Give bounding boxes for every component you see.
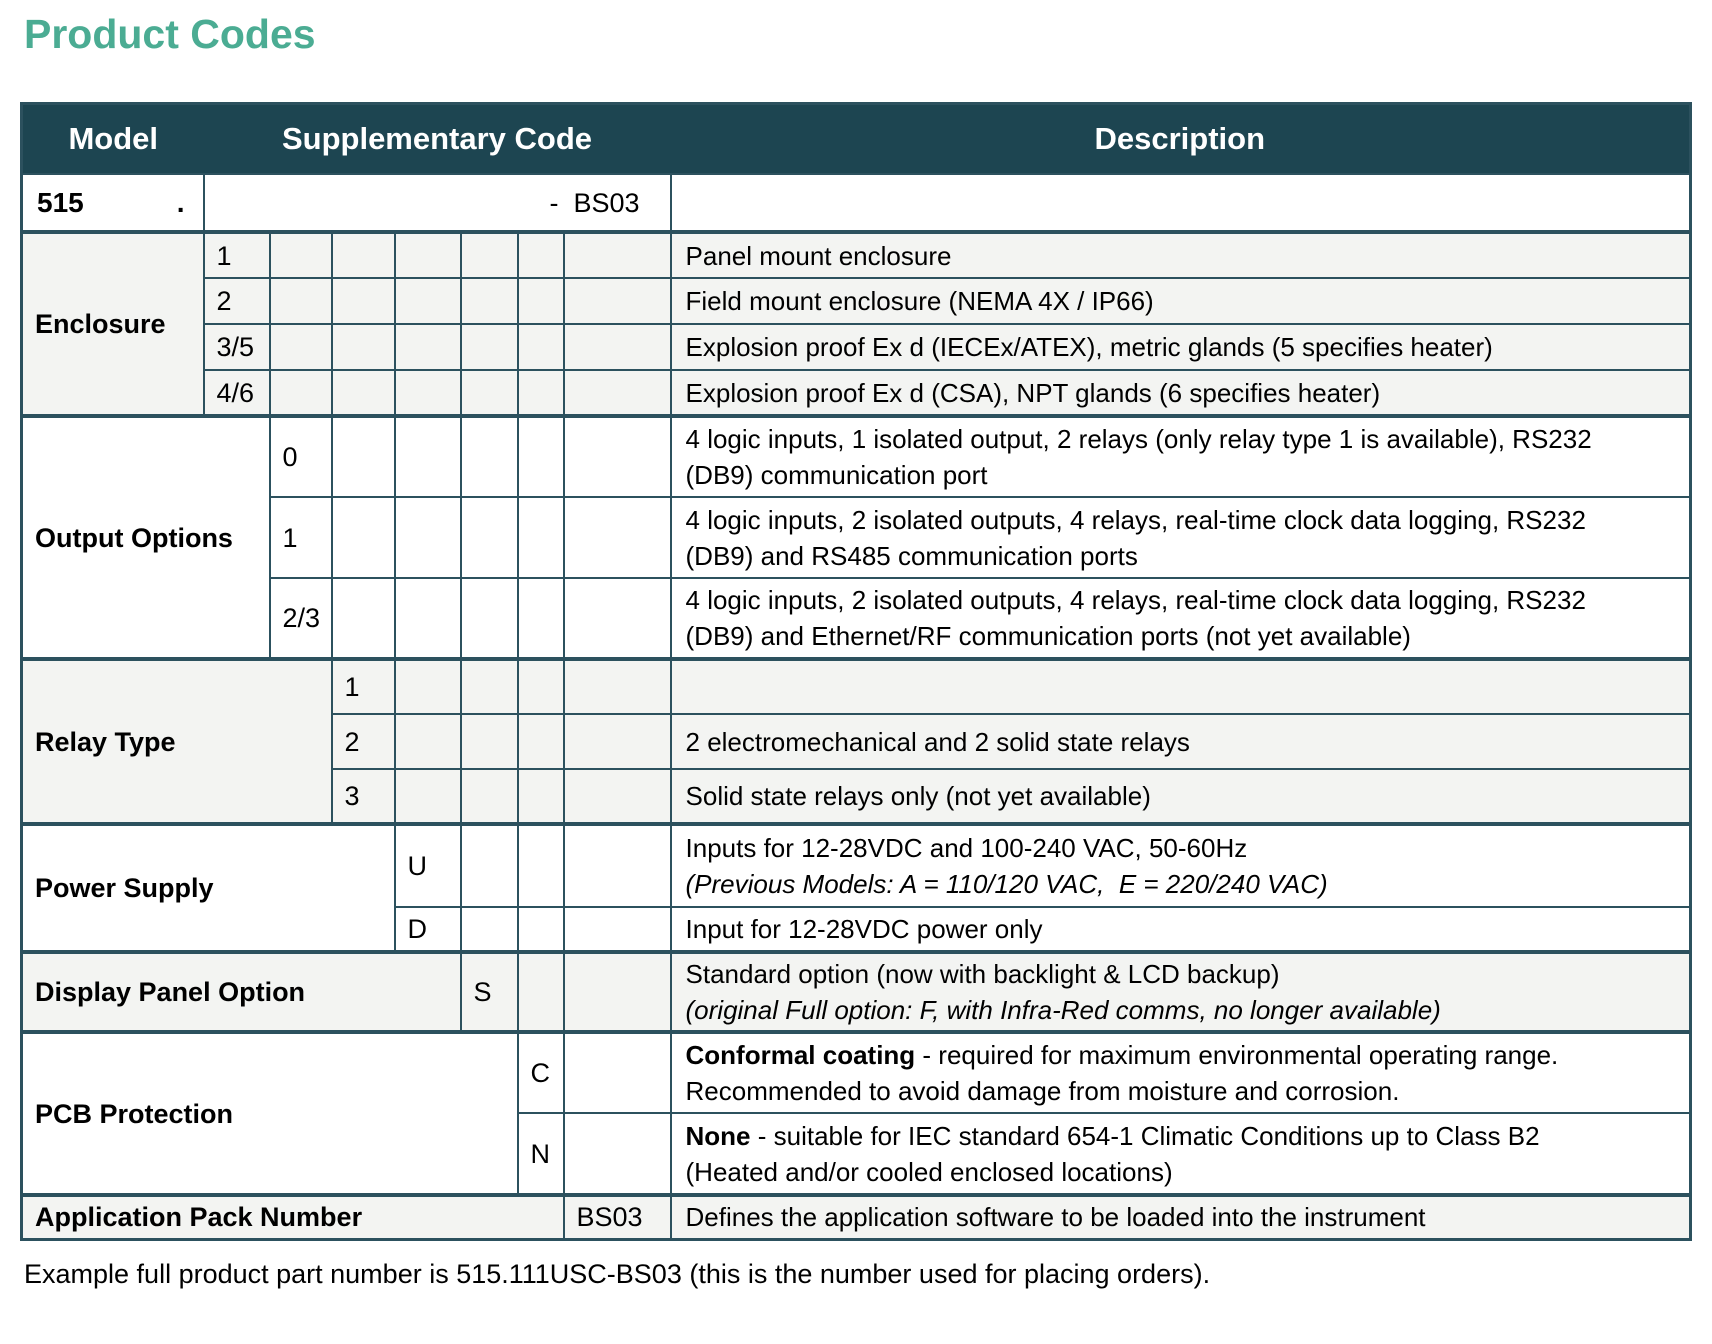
description-cell: Explosion proof Ex d (CSA), NPT glands (6 specifies heater) xyxy=(671,370,1691,416)
description-cell: 4 logic inputs, 2 isolated outputs, 4 relays, real-time clock data logging, RS232 (DB9) and Ethernet/RF communication ports (not yet available) xyxy=(671,578,1691,659)
model-number-row xyxy=(22,174,1691,232)
empty-code-cell xyxy=(395,659,461,714)
empty-code-cell xyxy=(270,232,332,278)
description-cell xyxy=(671,659,1691,714)
empty-code-cell xyxy=(518,659,564,714)
model-column-header: Model xyxy=(22,104,204,175)
description-cell: Defines the application software to be loaded into the instrument xyxy=(671,1195,1691,1239)
display-panel-option-row xyxy=(22,952,1691,1032)
model-separator-dot: . xyxy=(176,186,185,218)
model-description-cell xyxy=(671,174,1691,232)
empty-code-cell xyxy=(461,578,518,659)
code-cell: 1 xyxy=(270,497,332,578)
empty-code-cell xyxy=(518,952,564,1032)
empty-code-cell xyxy=(564,578,671,659)
empty-code-cell xyxy=(518,907,564,952)
empty-code-cell xyxy=(332,578,395,659)
code-cell: 2 xyxy=(204,278,270,324)
empty-code-cell xyxy=(564,952,671,1032)
section-label-cell: PCB Protection xyxy=(22,1032,518,1195)
description-cell: None - suitable for IEC standard 654-1 Climatic Conditions up to Class B2 (Heated and/or cooled enclosed locations) xyxy=(671,1113,1691,1195)
output-options-row xyxy=(22,578,1691,659)
code-cell: 3 xyxy=(332,769,395,824)
empty-code-cell xyxy=(461,907,518,952)
empty-code-cell xyxy=(518,714,564,769)
empty-code-cell xyxy=(518,370,564,416)
description-cell: 4 logic inputs, 2 isolated outputs, 4 relays, real-time clock data logging, RS232 (DB9) and RS485 communication ports xyxy=(671,497,1691,578)
empty-code-cell xyxy=(518,324,564,370)
empty-code-cell xyxy=(518,232,564,278)
output-options-row xyxy=(22,497,1691,578)
empty-code-cell xyxy=(332,278,395,324)
empty-code-cell xyxy=(461,714,518,769)
code-cell: BS03 xyxy=(564,1195,671,1239)
code-cell: C xyxy=(518,1032,564,1113)
empty-code-cell xyxy=(332,370,395,416)
empty-code-cell xyxy=(564,278,671,324)
empty-code-cell xyxy=(332,416,395,497)
model-number: 515 xyxy=(37,186,84,218)
empty-code-cell xyxy=(518,278,564,324)
empty-code-cell xyxy=(518,824,564,907)
empty-code-cell xyxy=(395,416,461,497)
code-cell: 1 xyxy=(204,232,270,278)
enclosure-row xyxy=(22,370,1691,416)
section-label-cell: Power Supply xyxy=(22,824,395,952)
empty-code-cell xyxy=(395,497,461,578)
empty-code-cell xyxy=(564,497,671,578)
empty-code-cell xyxy=(564,824,671,907)
section-label-cell: Display Panel Option xyxy=(22,952,461,1032)
description-cell: Explosion proof Ex d (IECEx/ATEX), metric glands (5 specifies heater) xyxy=(671,324,1691,370)
page-title: Product Codes xyxy=(24,11,316,57)
description-cell: Conformal coating - required for maximum environmental operating range. Recommended to avoid damage from moisture and corrosion. xyxy=(671,1032,1691,1113)
empty-code-cell xyxy=(518,769,564,824)
empty-code-cell xyxy=(395,278,461,324)
empty-code-cell xyxy=(332,497,395,578)
empty-code-cell xyxy=(564,659,671,714)
empty-code-cell xyxy=(395,578,461,659)
power-supply-row xyxy=(22,824,1691,907)
empty-code-cell xyxy=(395,769,461,824)
description-cell: Panel mount enclosure xyxy=(671,232,1691,278)
empty-code-cell xyxy=(461,769,518,824)
empty-code-cell xyxy=(564,907,671,952)
code-cell: 2/3 xyxy=(270,578,332,659)
empty-code-cell xyxy=(395,370,461,416)
code-cell: 4/6 xyxy=(204,370,270,416)
empty-code-cell xyxy=(461,278,518,324)
code-cell: 2 xyxy=(332,714,395,769)
description-cell: Standard option (now with backlight & LCD backup) (original Full option: F, with Infra-Red comms, no longer available) xyxy=(671,952,1691,1032)
description-cell: Inputs for 12-28VDC and 100-240 VAC, 50-60Hz (Previous Models: A = 110/120 VAC, E = 220/240 VAC) xyxy=(671,824,1691,907)
empty-code-cell xyxy=(270,324,332,370)
section-label-cell: Enclosure xyxy=(22,232,204,416)
empty-code-cell xyxy=(461,659,518,714)
empty-code-cell xyxy=(564,769,671,824)
empty-code-cell xyxy=(461,497,518,578)
enclosure-row xyxy=(22,324,1691,370)
empty-code-cell xyxy=(461,232,518,278)
example-part-number-note: Example full product part number is 515.111USC-BS03 (this is the number used for placing orders). xyxy=(24,1258,1211,1289)
table-header-row xyxy=(22,104,1691,175)
empty-code-cell xyxy=(564,1113,671,1195)
empty-code-cell xyxy=(461,324,518,370)
description-cell: Solid state relays only (not yet available) xyxy=(671,769,1691,824)
output-options-row xyxy=(22,416,1691,497)
empty-code-cell xyxy=(395,232,461,278)
empty-code-cell xyxy=(564,232,671,278)
code-cell: D xyxy=(395,907,461,952)
code-cell: 3/5 xyxy=(204,324,270,370)
description-cell: 4 logic inputs, 1 isolated output, 2 relays (only relay type 1 is available), RS232 (DB9) communication port xyxy=(671,416,1691,497)
empty-code-cell xyxy=(518,416,564,497)
code-cell: 0 xyxy=(270,416,332,497)
empty-code-cell xyxy=(270,278,332,324)
application-pack-number-row xyxy=(22,1195,1691,1239)
empty-code-cell xyxy=(518,497,564,578)
empty-code-cell xyxy=(461,824,518,907)
empty-code-cell xyxy=(564,324,671,370)
enclosure-row xyxy=(22,232,1691,278)
description-cell: Input for 12-28VDC power only xyxy=(671,907,1691,952)
empty-code-cell xyxy=(518,578,564,659)
empty-code-cell xyxy=(395,714,461,769)
code-cell: S xyxy=(461,952,518,1032)
product-codes-table xyxy=(20,102,1692,1241)
empty-code-cell xyxy=(395,324,461,370)
empty-code-cell xyxy=(564,370,671,416)
empty-code-cell xyxy=(564,1032,671,1113)
empty-code-cell xyxy=(461,370,518,416)
relay-type-row xyxy=(22,659,1691,714)
code-cell: N xyxy=(518,1113,564,1195)
empty-code-cell xyxy=(564,714,671,769)
code-cell: U xyxy=(395,824,461,907)
section-label-cell: Application Pack Number xyxy=(22,1195,564,1239)
pcb-protection-row xyxy=(22,1032,1691,1113)
model-number-cell xyxy=(22,174,204,232)
empty-code-cell xyxy=(270,370,332,416)
supplementary-code-column-header: Supplementary Code xyxy=(204,104,671,175)
description-cell: 2 electromechanical and 2 solid state relays xyxy=(671,714,1691,769)
enclosure-row xyxy=(22,278,1691,324)
section-label-cell: Output Options xyxy=(22,416,270,659)
empty-code-cell xyxy=(332,324,395,370)
empty-code-cell xyxy=(461,416,518,497)
supplementary-value-cell: - BS03 xyxy=(204,174,671,232)
description-cell: Field mount enclosure (NEMA 4X / IP66) xyxy=(671,278,1691,324)
empty-code-cell xyxy=(332,232,395,278)
description-column-header: Description xyxy=(671,104,1691,175)
section-label-cell: Relay Type xyxy=(22,659,332,824)
code-cell: 1 xyxy=(332,659,395,714)
empty-code-cell xyxy=(564,416,671,497)
